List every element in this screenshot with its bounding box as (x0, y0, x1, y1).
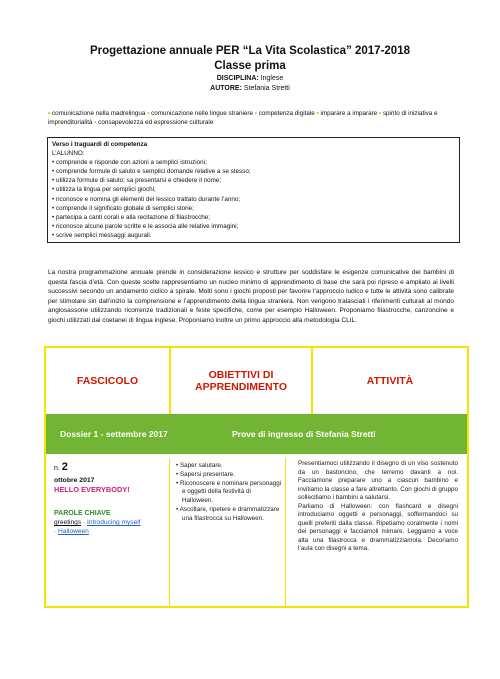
plan-table (44, 346, 469, 608)
goal-item: • utilizza la lingua per semplici giochi; (52, 185, 456, 194)
bullet-icon: • (316, 110, 319, 117)
objective-item: • Riconoscere e nominare personaggi e oggetti della festività di Halloween. (176, 480, 282, 506)
issue-number-prefix: n. (54, 465, 60, 472)
intro-paragraph: La nostra programmazione annuale prende in considerazione lessico e strutture per soddisfare le esigenze comunicative dei bambini di questa fascia d’età. Con queste scelte rappresentiamo un nucleo minimo di apprendimento di base che sarà poi ripreso e ampliato ai livelli successivi secondo un andamento ciclico a spirale. Molti sono i giochi proposti per favorire l’approccio ludico e tutte le attività sono calibrate per stimolare sin dall’inizio la comprensione e l’apprendimento della lingua straniera. Non vengono tralasciati i riferimenti culturali al mondo anglosassone utilizzando ricorrenze tradizionali e feste specifiche, come per esempio Halloween. Proponiamo filastrocche, canzoncine e giochi utilizzati dai coetanei di lingua inglese. Proponiamo inoltre un primo approccio alla metodologia CLIL. (48, 269, 454, 324)
competence-item: imparare a imparare (320, 110, 378, 117)
discipline-line (0, 74, 500, 84)
activities-cell (298, 460, 458, 554)
goal-item: • partecipa a canti corali e alla recitazione di filastrocche; (52, 213, 456, 222)
table-header-row (46, 348, 467, 414)
author-value: Stefania Stretti (243, 84, 290, 92)
objective-item: • Saper salutare. (176, 462, 282, 471)
header-obiettivi-line1: OBIETTIVI DI (208, 369, 274, 381)
bullet-icon: • (147, 110, 150, 117)
keyword-link[interactable]: Halloween (58, 528, 89, 535)
bullet-icon: • (48, 110, 51, 117)
document-header (0, 44, 500, 93)
author-label: AUTORE: (210, 84, 242, 92)
discipline-value: Inglese (260, 75, 284, 82)
activity-paragraph: Parliamo di Halloween: con flashcard e disegni introduciamo oggetti e personaggi, soffermandoci su quelli preferiti dalla classe. Ripetiamo coralmente i nomi dei personaggi e facciamoli mimare. Leggiamo a voce alta una filastrocca e drammatizziamola. Decoriamo l’aula con disegni a tema. (298, 502, 458, 552)
goal-item: • riconosce e nomina gli elementi del lessico trattato durante l’anno; (52, 195, 456, 204)
bullet-icon: • (254, 110, 257, 117)
goal-item: • comprende formule di saluto e semplici domande relative a se stesso; (52, 167, 456, 176)
competence-item: comunicazione nelle lingue straniere (151, 110, 254, 117)
competence-item: consapevolezza ed espressione culturale (98, 119, 214, 127)
objectives-cell (169, 458, 286, 606)
competence-item: spirito di iniziativa e imprenditorialità (48, 110, 438, 127)
document-subtitle: Classe prima (214, 60, 286, 72)
competence-goals-box (47, 137, 460, 243)
goal-item: • riconosce alcune parole scritte e le associa alle relative immagini; (52, 222, 456, 231)
bullet-icon: • (94, 119, 97, 127)
header-obiettivi (171, 348, 311, 414)
competence-item: competenza digitale (258, 110, 315, 117)
objective-item: • Sapersi presentare. (176, 471, 282, 480)
author-line (0, 84, 500, 94)
document-title: Progettazione annuale PER “La Vita Scolastica” 2017-2018 (89, 45, 410, 57)
issue-theme: HELLO EVERYBODY! (54, 485, 130, 494)
objective-item: • Ascoltare, ripetere e drammatizzare una filastrocca su Halloween. (176, 506, 282, 524)
key-competences (48, 109, 460, 127)
keyword-link[interactable]: greetings (54, 519, 82, 526)
issue-cell (54, 460, 170, 536)
issue-date: ottobre 2017 (54, 477, 95, 484)
keyword-separator: - (82, 519, 86, 526)
goal-item: • comprende e risponde con azioni a semplici istruzioni; (52, 158, 456, 167)
keyword-separator: - (54, 528, 57, 535)
header-obiettivi-line2: APPRENDIMENTO (195, 381, 287, 393)
issue-number-value: 2 (61, 461, 68, 473)
activity-paragraph: Presentiamoci utilizzando il disegno di un viso sostenuto da un bastoncino, che terremo davanti a noi. Facciamone preparare uno a ciascun bambino e invitiamo la classe a fare altrettanto. Con giochi di gruppo sollecitiamo i bambini a salutarsi. (298, 460, 458, 501)
goals-lead: L’ALUNNO: (52, 150, 85, 158)
goal-item: • scrive semplici messaggi augurali. (52, 231, 456, 240)
keywords-list (54, 518, 170, 536)
entry-tests-label: Prove di ingresso di Stefania Stretti (232, 429, 376, 439)
dossier-label: Dossier 1 - settembre 2017 (60, 429, 168, 439)
goal-item: • utilizza formule di saluto; sa presentarsi e chiedere il nome; (52, 176, 456, 185)
goals-title: Verso i traguardi di competenza (52, 141, 148, 148)
keyword-link[interactable]: Introducing myself (87, 519, 141, 526)
bullet-icon: • (378, 110, 382, 117)
header-attivita: ATTIVITÀ (366, 375, 414, 387)
competence-item: comunicazione nella madrelingua (51, 110, 146, 117)
dossier-bar (46, 414, 467, 454)
keywords-title: PAROLE CHIAVE (54, 510, 111, 517)
header-fascicolo: FASCICOLO (76, 375, 139, 387)
discipline-label: DISCIPLINA: (216, 75, 259, 82)
issue-number (54, 460, 170, 476)
goal-item: • comprende il significato globale di semplici storie; (52, 204, 456, 213)
